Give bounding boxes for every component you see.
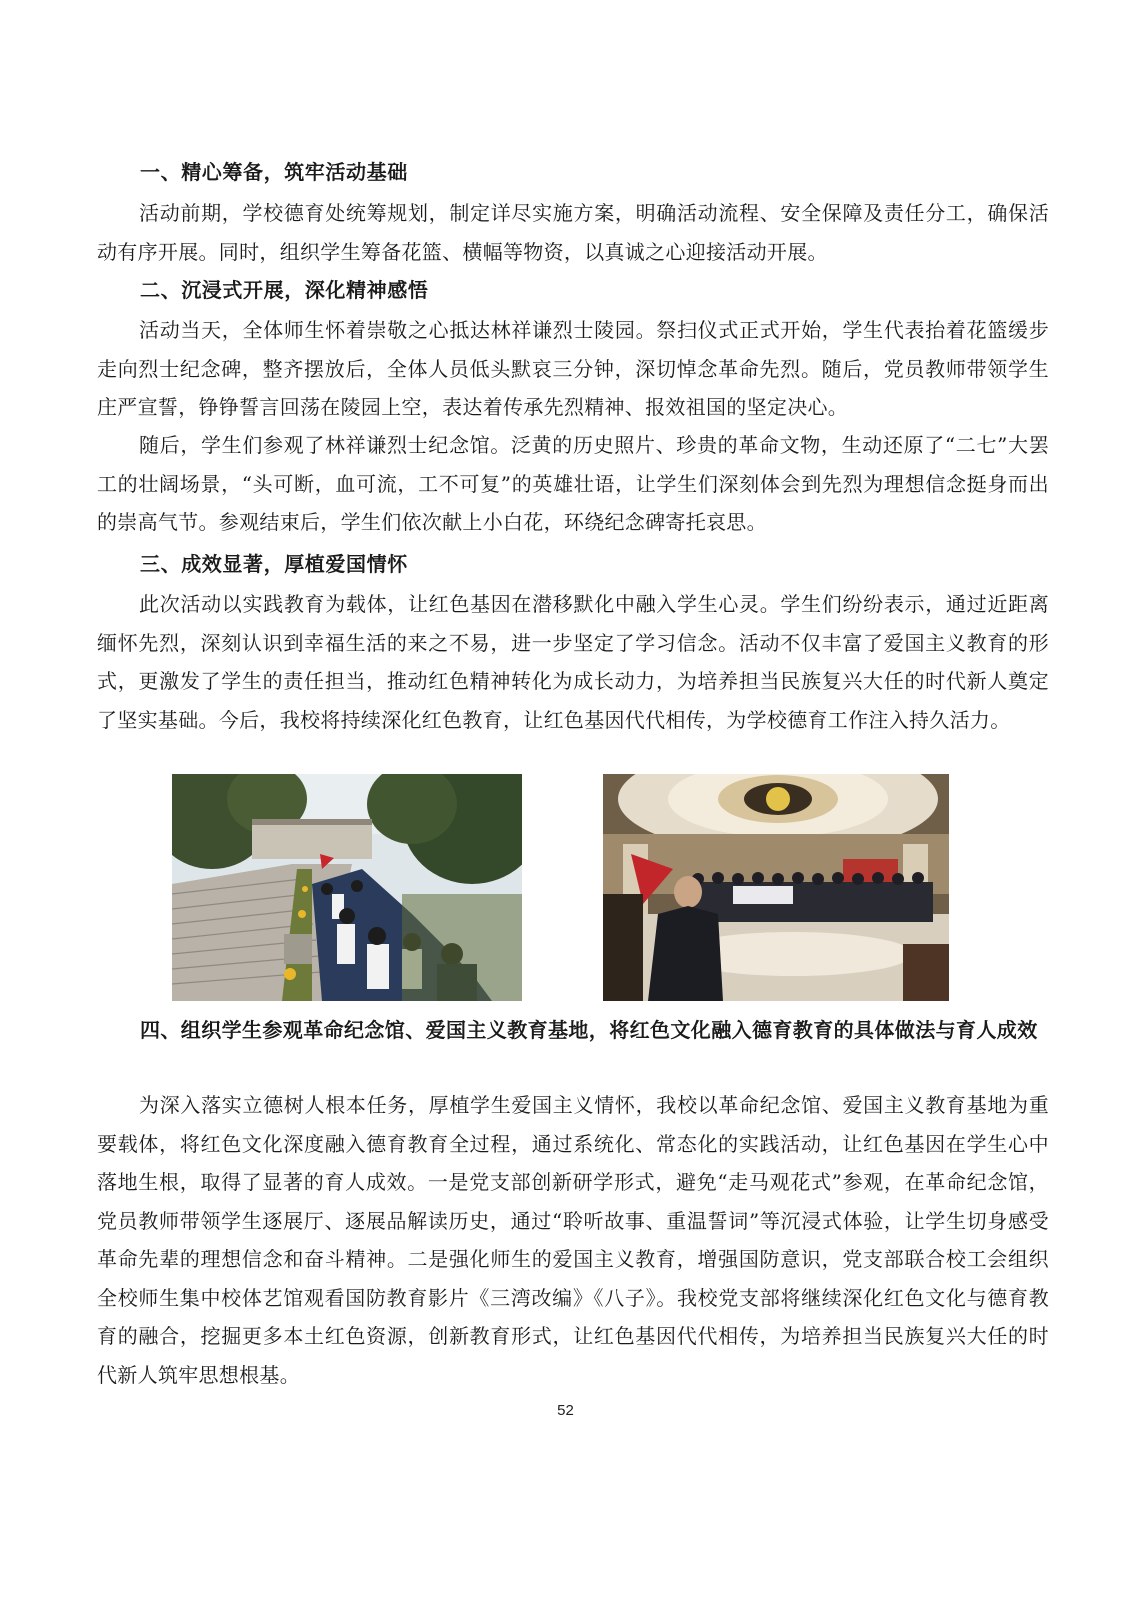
section-4-paragraph-1: 为深入落实立德树人根本任务，厚植学生爱国主义情怀，我校以革命纪念馆、爱国主义教育基地为重要载体，将红色文化深度融入德育教育全过程，通过系统化、常态化的实践活动，让红色基因在学生心中落地生根，取得了显著的育人成效。一是党支部创新研学形式，避免“走马观花式”参观，在革命纪念馆，党员教师带领学生逐展厅、逐展品解读历史，通过“聆听故事、重温誓词”等沉浸式体验，让学生切身感受革命先辈的理想信念和奋斗精神。二是强化师生的爱国主义教育，增强国防意识，党支部联合校工会组织全校师生集中校体艺馆观看国防教育影片《三湾改编》《八子》。我校党支部将继续深化红色文化与德育教育的融合，挖掘更多本土红色资源，创新教育形式，让红色基因代代相传，为培养担当民族复兴大任的时代新人筑牢思想根基。 bbox=[97, 1093, 1049, 1387]
section-heading-2: 二、沉浸式开展，深化精神感悟 bbox=[140, 278, 429, 302]
section-heading-4: 四、组织学生参观革命纪念馆、爱国主义教育基地，将红色文化融入德育教育的具体做法与育人成效 bbox=[140, 1018, 1038, 1042]
section-heading-3: 三、成效显著，厚植爱国情怀 bbox=[140, 552, 408, 576]
section-3-paragraph-1: 此次活动以实践教育为载体，让红色基因在潜移默化中融入学生心灵。学生们纷纷表示，通过近距离缅怀先烈，深刻认识到幸福生活的来之不易，进一步坚定了学习信念。活动不仅丰富了爱国主义教育的形式，更激发了学生的责任担当，推动红色精神转化为成长动力，为培养担当民族复兴大任的时代新人奠定了坚实基础。今后，我校将持续深化红色教育，让红色基因代代相传，为学校德育工作注入持久活力。 bbox=[97, 592, 1049, 732]
section-heading-1: 一、精心筹备，筑牢活动基础 bbox=[140, 160, 408, 184]
photo-cemetery-stairs-image bbox=[172, 774, 522, 1001]
photo-memorial-hall-image bbox=[603, 774, 949, 1001]
photo-cemetery-stairs bbox=[172, 774, 522, 1001]
section-2-paragraph-2: 随后，学生们参观了林祥谦烈士纪念馆。泛黄的历史照片、珍贵的革命文物，生动还原了“二七”大罢工的壮阔场景，“头可断，血可流，工不可复”的英雄壮语，让学生们深刻体会到先烈为理想信念挺身而出的崇高气节。参观结束后，学生们依次献上小白花，环绕纪念碑寄托哀思。 bbox=[97, 433, 1049, 534]
section-2-paragraph-1: 活动当天，全体师生怀着崇敬之心抵达林祥谦烈士陵园。祭扫仪式正式开始，学生代表抬着花篮缓步走向烈士纪念碑，整齐摆放后，全体人员低头默哀三分钟，深切悼念革命先烈。随后，党员教师带领学生庄严宣誓，铮铮誓言回荡在陵园上空，表达着传承先烈精神、报效祖国的坚定决心。 bbox=[97, 318, 1049, 419]
page-number: 52 bbox=[557, 1402, 574, 1419]
section-1-paragraph-1: 活动前期，学校德育处统筹规划，制定详尽实施方案，明确活动流程、安全保障及责任分工，确保活动有序开展。同时，组织学生筹备花篮、横幅等物资，以真诚之心迎接活动开展。 bbox=[97, 201, 1049, 264]
photo-memorial-hall bbox=[603, 774, 949, 1001]
